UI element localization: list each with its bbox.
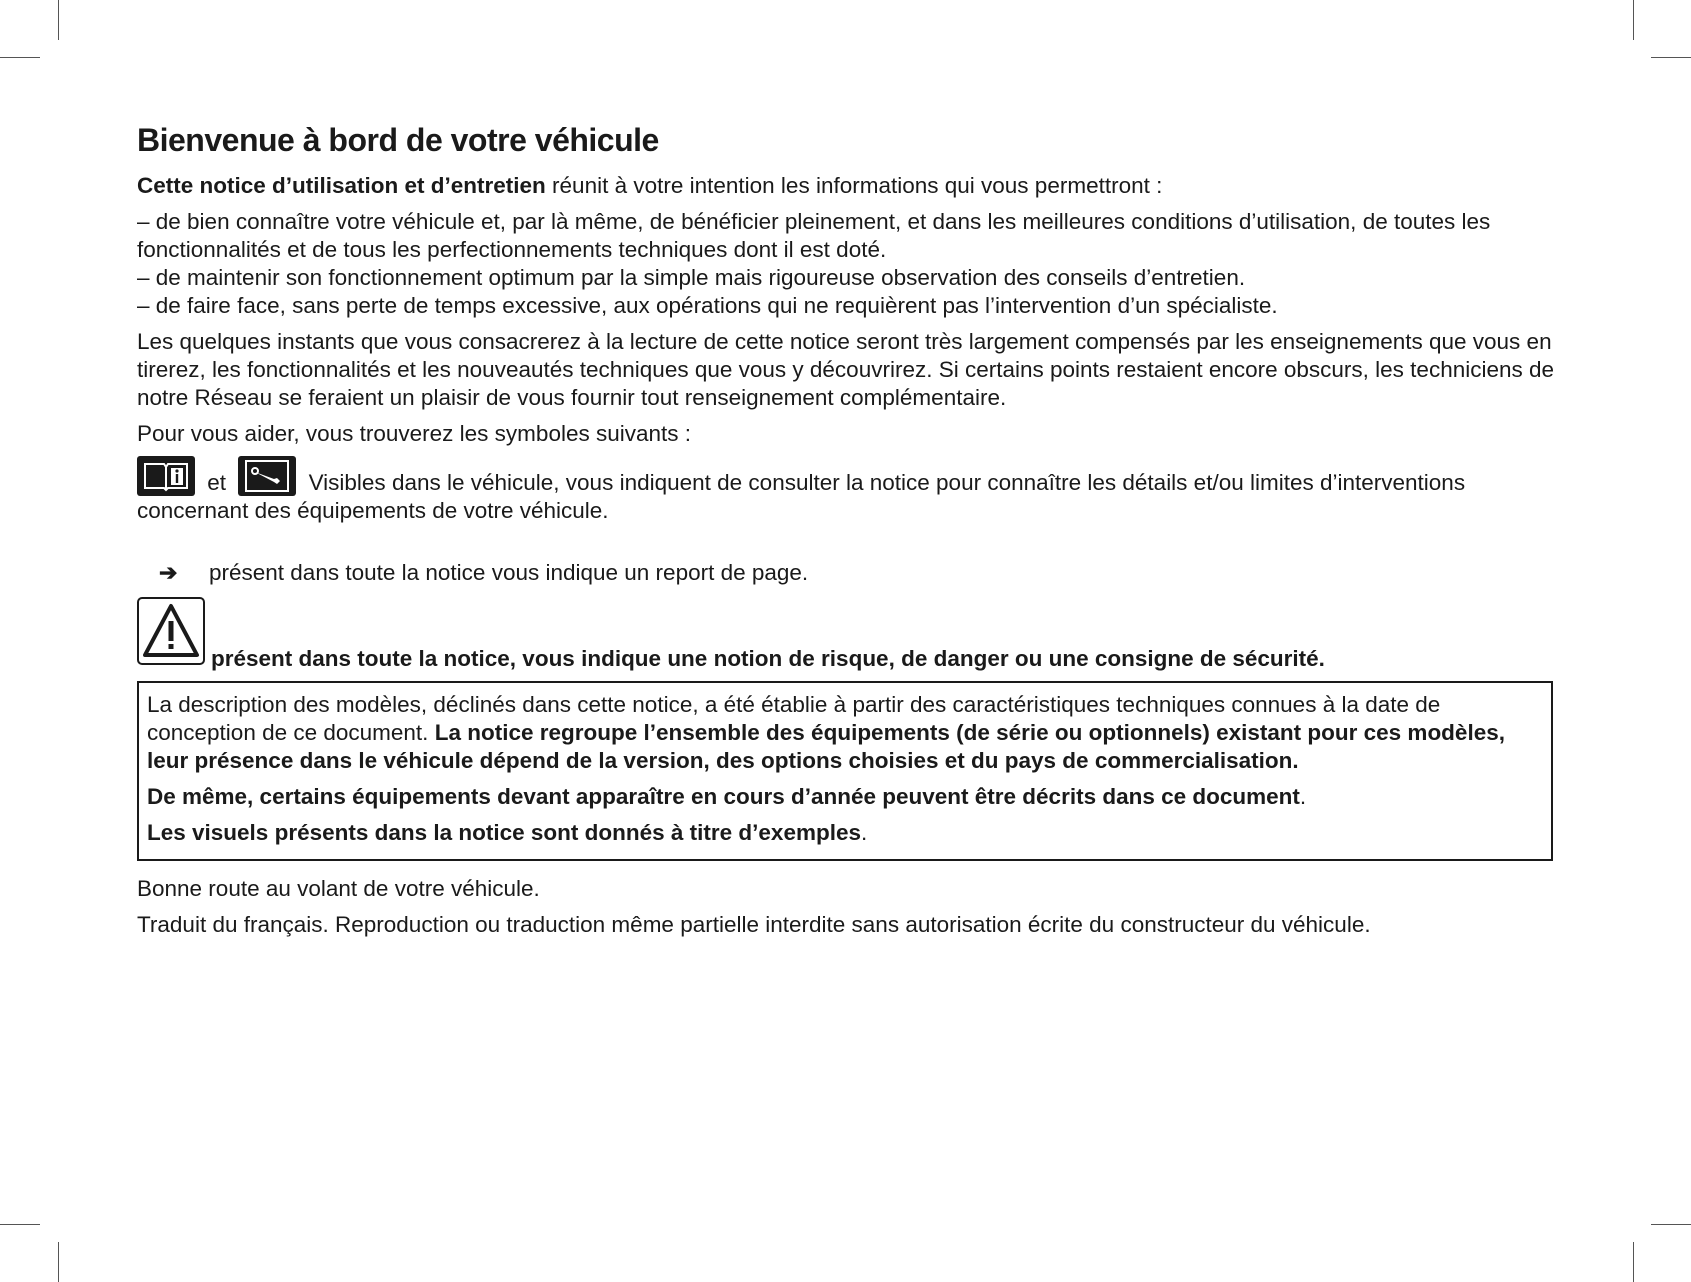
- crop-mark: [0, 57, 40, 58]
- symbols-description: [137, 456, 1555, 525]
- crop-mark: [1633, 0, 1634, 40]
- arrow-right-icon: ➔: [159, 560, 178, 585]
- crop-mark: [1651, 1224, 1691, 1225]
- crop-mark: [58, 0, 59, 40]
- disclaimer-p3-bold: Les visuels présents dans la notice sont donnés à titre d’exemples: [147, 820, 861, 845]
- notice-book-icon: [137, 456, 195, 496]
- closing-paragraph: Bonne route au volant de votre véhicule.: [137, 876, 540, 901]
- intro-rest: réunit à votre intention les informations qui vous permettront :: [545, 173, 1163, 198]
- document-page: [137, 120, 1555, 947]
- symbols-text: Visibles dans le véhicule, vous indiquent de consulter la notice pour connaître les détails et/ou limites d’interventions concernant des équipements de votre véhicule.: [137, 470, 1466, 523]
- wrench-icon: [238, 456, 296, 496]
- crop-mark: [0, 1224, 40, 1225]
- disclaimer-p1-regular: La description des modèles, déclinés dans cette notice, a été établie à partir des caractéristiques techniques connues à la date de conception de ce document.: [147, 692, 1441, 745]
- warning-triangle-icon: [137, 597, 205, 665]
- purpose-list: [137, 208, 1555, 320]
- warning-text: présent dans toute la notice, vous indique une notion de risque, de danger ou une consigne de sécurité.: [211, 646, 1325, 671]
- reading-paragraph: Les quelques instants que vous consacrerez à la lecture de cette notice seront très largement compensés par les enseignements que vous en tirerez, les fonctionnalités et les nouveautés techniques que vous y découvrirez. Si certains points restaient encore obscurs, les techniciens de notre Réseau se feraient un plaisir de vous fournir tout renseignement complémentaire.: [137, 329, 1555, 410]
- symbols-intro: Pour vous aider, vous trouverez les symboles suivants :: [137, 421, 692, 446]
- warning-row: [137, 597, 1555, 677]
- page-title: Bienvenue à bord de votre véhicule: [137, 122, 659, 158]
- intro-bold: Cette notice d’utilisation et d’entretien: [137, 173, 546, 198]
- disclaimer-p1-bold: La notice regroupe l’ensemble des équipements (de série ou optionnels) existant pour ces modèles, leur présence dans le véhicule dépend de la version, des options choisies et du pays de commercialisation.: [147, 720, 1505, 773]
- symbols-connector: et: [207, 470, 227, 495]
- disclaimer-p3-end: .: [861, 820, 868, 845]
- crop-mark: [58, 1242, 59, 1282]
- disclaimer-paragraph-2: [147, 783, 1543, 811]
- list-item: – de faire face, sans perte de temps excessive, aux opérations qui ne requièrent pas l’intervention d’un spécialiste.: [137, 293, 1278, 318]
- page-reference-row: [137, 559, 1555, 589]
- crop-mark: [1633, 1242, 1634, 1282]
- copyright-paragraph: Traduit du français. Reproduction ou traduction même partielle interdite sans autorisation écrite du constructeur du véhicule.: [137, 912, 1371, 937]
- disclaimer-box: [137, 681, 1553, 861]
- page-reference-text: présent dans toute la notice vous indique un report de page.: [209, 560, 809, 585]
- list-item: – de bien connaître votre véhicule et, par là même, de bénéficier pleinement, et dans les meilleures conditions d’utilisation, de toutes les fonctionnalités et de tous les perfectionnements techniques dont il est doté.: [137, 209, 1491, 262]
- disclaimer-p2-bold: De même, certains équipements devant apparaître en cours d’année peuvent être décrits dans ce document: [147, 784, 1300, 809]
- disclaimer-p2-end: .: [1299, 784, 1307, 809]
- crop-mark: [1651, 57, 1691, 58]
- intro-paragraph: [137, 172, 1555, 200]
- disclaimer-paragraph-1: [147, 691, 1543, 775]
- disclaimer-paragraph-3: [147, 819, 1543, 847]
- list-item: – de maintenir son fonctionnement optimum par la simple mais rigoureuse observation des conseils d’entretien.: [137, 265, 1246, 290]
